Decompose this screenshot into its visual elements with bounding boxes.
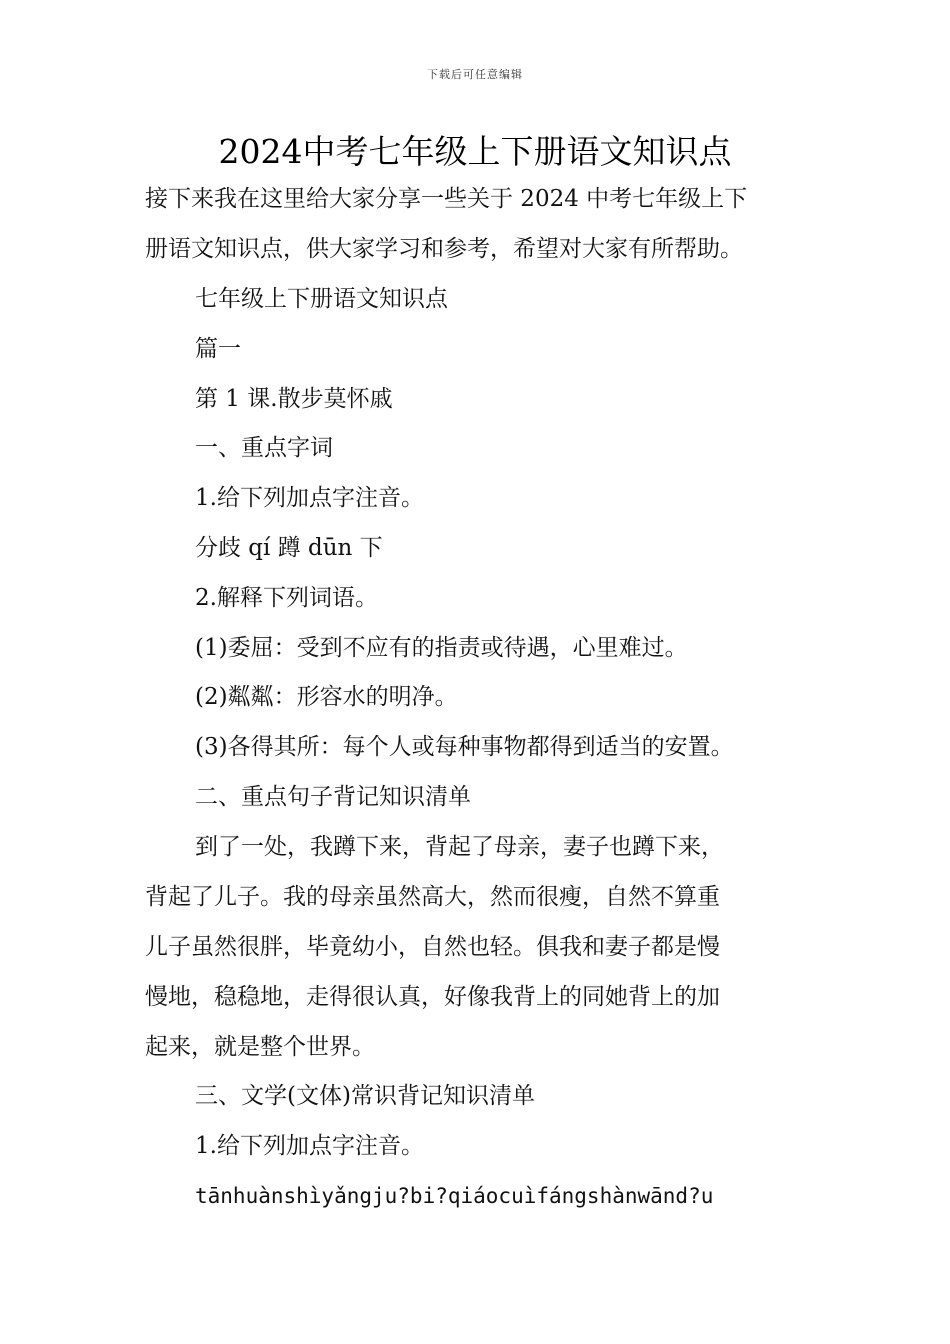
definition-3: (3)各得其所：每个人或每种事物都得到适当的安置。 xyxy=(195,734,734,760)
question-explain: 2.解释下列词语。 xyxy=(195,585,378,611)
section-heading: 七年级上下册语文知识点 xyxy=(195,286,448,312)
pinyin-answer: 分歧 qí 蹲 dūn 下 xyxy=(195,535,383,561)
document-title: 2024中考七年级上下册语文知识点 xyxy=(218,132,732,171)
question-pinyin-2: 1.给下列加点字注音。 xyxy=(195,1133,424,1159)
passage-line-1: 到了一处，我蹲下来，背起了母亲，妻子也蹲下来， xyxy=(195,834,724,860)
definition-1: (1)委屈：受到不应有的指责或待遇，心里难过。 xyxy=(195,635,688,661)
header-note: 下载后可任意编辑 xyxy=(427,68,523,81)
question-pinyin: 1.给下列加点字注音。 xyxy=(195,485,424,511)
subheading-literature: 三、文学(文体)常识背记知识清单 xyxy=(195,1083,535,1109)
passage-line-5: 起来，就是整个世界。 xyxy=(145,1034,375,1060)
subheading-key-sentences: 二、重点句子背记知识清单 xyxy=(195,784,471,810)
intro-line-2: 册语文知识点，供大家学习和参考，希望对大家有所帮助。 xyxy=(145,236,743,262)
passage-line-4: 慢地，稳稳地，走得很认真，好像我背上的同她背上的加 xyxy=(145,984,720,1010)
lesson-title: 第 1 课.散步莫怀戚 xyxy=(195,386,393,412)
passage-line-2: 背起了儿子。我的母亲虽然高大，然而很瘦，自然不算重 xyxy=(145,884,720,910)
subheading-key-words: 一、重点字词 xyxy=(195,435,333,461)
definition-2: (2)粼粼：形容水的明净。 xyxy=(195,684,458,710)
passage-line-3: 儿子虽然很胖，毕竟幼小，自然也轻。俱我和妻子都是慢 xyxy=(145,934,720,960)
chapter-label: 篇一 xyxy=(195,336,241,362)
intro-line-1: 接下来我在这里给大家分享一些关于 2024 中考七年级上下 xyxy=(145,186,748,212)
pinyin-line: tānhuànshìyǎngju?bi?qiáocuìfángshànwānd?u xyxy=(195,1184,714,1208)
